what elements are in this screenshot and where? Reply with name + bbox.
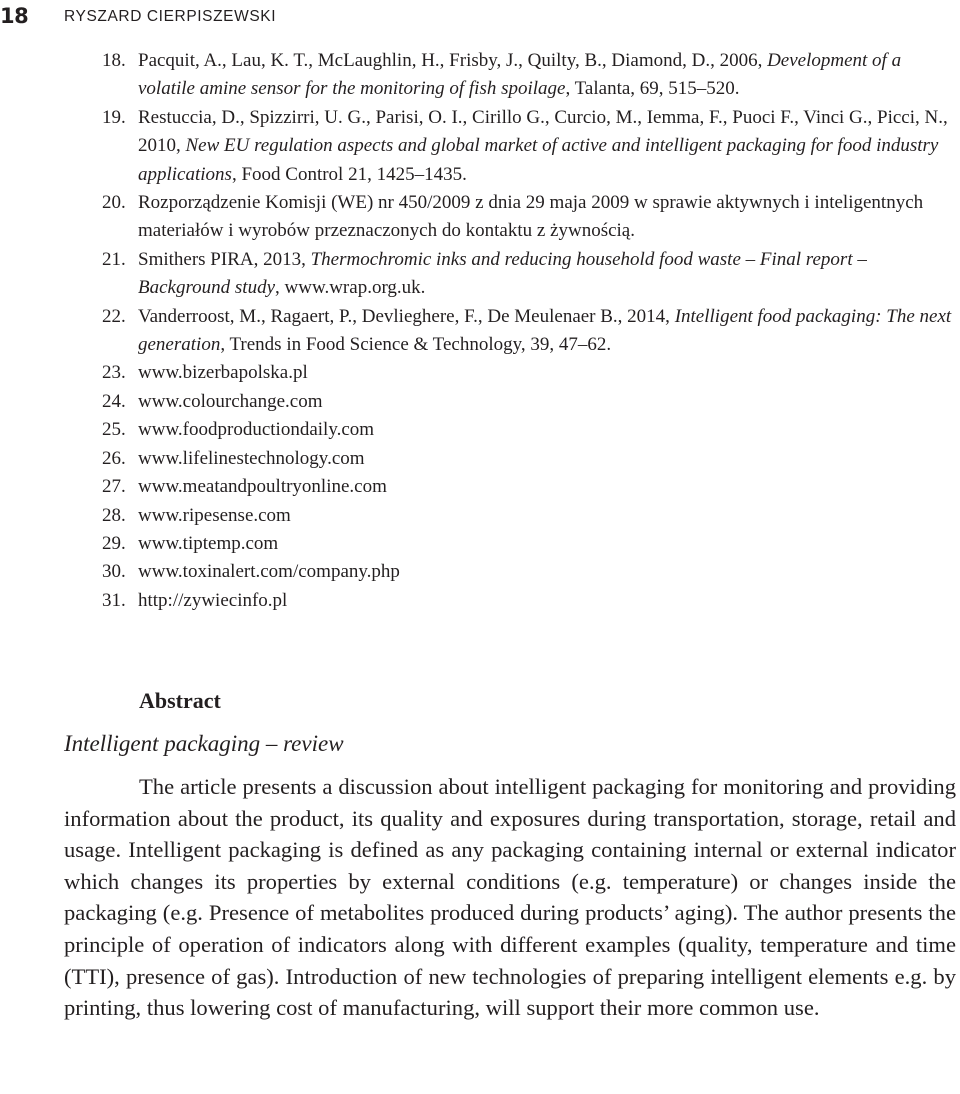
- reference-item: [102, 587, 958, 615]
- reference-list: [102, 47, 958, 615]
- reference-item: [102, 189, 958, 246]
- reference-number: 19.: [102, 106, 126, 128]
- reference-text: [138, 189, 958, 246]
- reference-title: Intelligent food packaging: The next generation: [138, 305, 952, 356]
- reference-url: www.lifelinestechnology.com: [138, 447, 365, 469]
- reference-text: [138, 303, 958, 360]
- reference-item: [102, 104, 958, 189]
- abstract-title: Intelligent packaging – review: [64, 731, 344, 756]
- reference-source: , Talanta, 69, 515–520.: [565, 78, 740, 100]
- reference-authors: Rozporządzenie Komisji (WE) nr 450/2009 z dnia 29 maja 2009 w sprawie aktywnych i inteligentnych materiałów i wyrobów przeznaczonych do kontaktu z żywnością.: [138, 192, 924, 242]
- reference-url: www.meatandpoultryonline.com: [138, 476, 387, 498]
- reference-item: [102, 473, 958, 501]
- reference-authors: Vanderroost, M., Ragaert, P., Devlieghere, F., De Meulenaer B., 2014,: [138, 305, 675, 327]
- reference-item: [102, 359, 958, 387]
- reference-item: [102, 246, 958, 303]
- reference-number: 29.: [102, 532, 126, 554]
- reference-url: www.foodproductiondaily.com: [138, 419, 375, 441]
- reference-item: [102, 558, 958, 586]
- reference-text: [138, 47, 958, 104]
- reference-item: [102, 530, 958, 558]
- reference-url: www.tiptemp.com: [138, 532, 279, 554]
- running-head-author: RYSZARD CIERPISZEWSKI: [64, 8, 277, 25]
- reference-url: www.ripesense.com: [138, 504, 291, 526]
- reference-number: 20.: [102, 192, 126, 214]
- reference-number: 28.: [102, 504, 126, 526]
- reference-item: [102, 502, 958, 530]
- reference-number: 27.: [102, 476, 126, 498]
- reference-item: [102, 47, 958, 104]
- reference-number: 24.: [102, 390, 126, 412]
- reference-url: http://zywiecinfo.pl: [138, 589, 288, 611]
- reference-authors: Restuccia, D., Spizzirri, U. G., Parisi, O. I., Cirillo G., Curcio, M., Iemma, F., Puoci F., Vinci G., Picci, N., 2010,: [138, 106, 948, 157]
- reference-title: New EU regulation aspects and global market of active and intelligent packaging for food industry applications: [138, 135, 939, 185]
- reference-number: 26.: [102, 447, 126, 469]
- reference-source: , www.wrap.org.uk.: [275, 277, 426, 299]
- reference-number: 30.: [102, 561, 126, 583]
- reference-number: 23.: [102, 362, 126, 384]
- reference-authors: Pacquit, A., Lau, K. T., McLaughlin, H., Frisby, J., Quilty, B., Diamond, D., 2006,: [138, 50, 768, 71]
- reference-url: www.bizerbapolska.pl: [138, 362, 308, 384]
- abstract-heading: Abstract: [139, 688, 221, 713]
- reference-item: [102, 303, 958, 360]
- reference-item: [102, 445, 958, 473]
- page-number: 18: [0, 4, 29, 28]
- reference-title: Thermochromic inks and reducing household food waste – Final report – Background study: [138, 248, 867, 299]
- reference-source: , Food Control 21, 1425–1435.: [231, 163, 467, 185]
- reference-number: 22.: [102, 305, 126, 327]
- reference-url: www.colourchange.com: [138, 390, 323, 412]
- reference-number: 18.: [102, 50, 126, 71]
- reference-text: [138, 104, 958, 189]
- reference-number: 21.: [102, 248, 126, 270]
- reference-item: [102, 388, 958, 416]
- reference-number: 31.: [102, 589, 126, 611]
- reference-source: , Trends in Food Science & Technology, 39, 47–62.: [220, 334, 612, 356]
- reference-item: [102, 416, 958, 444]
- reference-url: www.toxinalert.com/company.php: [138, 561, 400, 583]
- reference-title: Development of a volatile amine sensor for the monitoring of fish spoilage: [138, 50, 902, 100]
- reference-number: 25.: [102, 419, 126, 441]
- reference-authors: Smithers PIRA, 2013,: [138, 248, 311, 270]
- page-header: [0, 2, 960, 32]
- reference-text: [138, 246, 958, 303]
- abstract-body: The article presents a discussion about intelligent packaging for monitoring and providing information about the product, its quality and exposures during transportation, storage, retail and usage. Intelligent packaging is defined as any packaging containing internal or external indicator which changes its properties by external conditions (e.g. temperature) or changes inside the packaging (e.g. Presence of metabolites produced during products’ aging). The author presents the principle of operation of indicators along with different examples (quality, temperature and time (TTI), presence of gas). Introduction of new technologies of preparing intelligent elements e.g. by printing, thus lowering cost of manufacturing, will support their more common use.: [64, 774, 956, 1021]
